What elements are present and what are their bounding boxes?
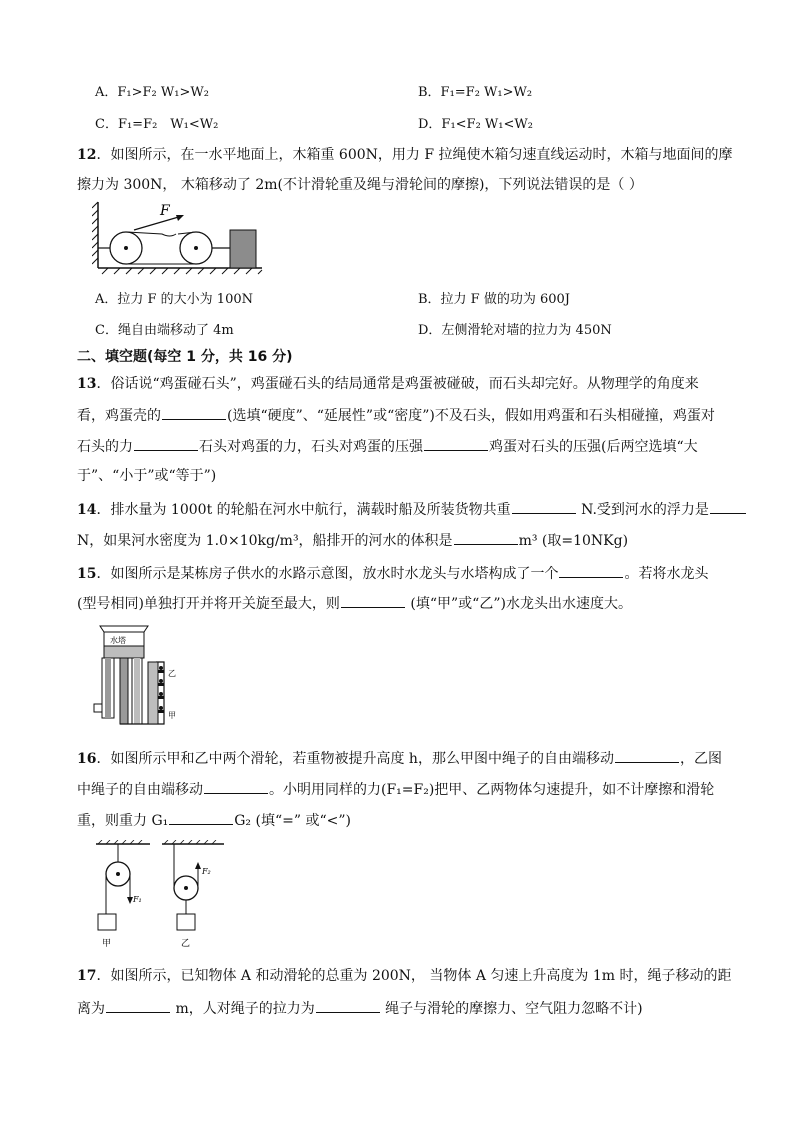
q14-text1a: ．排水量为 1000t 的轮船在河水中航行，满载时船及所装货物共重 (96, 502, 511, 518)
q12-line1 (77, 145, 733, 165)
q16-pulley-figure (92, 840, 232, 952)
q16-blank-3[interactable] (169, 810, 233, 825)
q12-pulley-figure (92, 200, 267, 275)
q17-line2 (77, 998, 643, 1019)
q13-text3a: 石头的力 (77, 439, 133, 455)
q17-text2b: m，人对绳子的拉力为 (171, 1001, 315, 1017)
q16-line2 (77, 779, 714, 800)
q17-text2c: 绳子与滑轮的摩擦力、空气阻力忽略不计) (380, 1001, 643, 1017)
q15-water-tower-figure (92, 622, 187, 730)
q15-blank-2[interactable] (341, 593, 405, 608)
q16-blank-1[interactable] (615, 748, 679, 763)
q12-line2: 擦力为 300N， 木箱移动了 2m(不计滑轮重及绳与滑轮间的摩擦)，下列说法错误的是（ ） (77, 177, 643, 193)
q15-text2a: (型号相同)单独打开并将开关旋至最大，则 (77, 596, 340, 612)
q13-number: 13 (77, 376, 97, 392)
q12-option-c: C．绳自由端移动了 4m (95, 323, 234, 338)
q16-text3b: G₂ (填“=” 或“<”) (234, 813, 351, 829)
q13-line3 (77, 436, 698, 457)
q15-number: 15 (77, 566, 97, 582)
q15-text2b: (填“甲”或“乙”)水龙头出水速度大。 (405, 596, 632, 612)
q15-tap-yi-label: 乙 (168, 669, 176, 678)
q17-number: 17 (77, 968, 97, 984)
q15-text1b: 。若将水龙头 (624, 566, 709, 582)
q14-line1 (77, 499, 747, 520)
q16-text2a: 中绳子的自由端移动 (77, 782, 203, 798)
q17-text2a: 离为 (77, 1001, 105, 1017)
q16-text1b: ，乙图 (679, 751, 722, 767)
q15-tower-label: 水塔 (110, 636, 126, 645)
q16-text2b: 。小明用同样的力(F₁=F₂)把甲、乙两物体匀速提升，如不计摩擦和滑轮 (269, 782, 715, 798)
q13-line1 (77, 374, 699, 394)
q13-line2 (77, 405, 715, 426)
q14-text2a: N，如果河水密度为 1.0×10kg/m³，船排开的河水的体积是 (77, 533, 453, 549)
q16-blank-2[interactable] (204, 779, 268, 794)
q13-line4: 于”、“小于”或“等于”) (77, 468, 217, 484)
q14-text1b: N.受到河水的浮力是 (576, 502, 709, 518)
q17-blank-2[interactable] (316, 998, 380, 1013)
q13-blank-2[interactable] (134, 436, 198, 451)
q17-text1: ．如图所示，已知物体 A 和动滑轮的总重为 200N， 当物体 A 匀速上升高度为 1m 时，绳子移动的距 (96, 968, 732, 984)
q13-text2b: (选填“硬度”、“延展性”或“密度”)不及石头，假如用鸡蛋和石头相碰撞，鸡蛋对 (227, 408, 715, 424)
q11-option-a: A．F₁>F₂ W₁>W₂ (95, 85, 209, 100)
q11-option-d: D．F₁<F₂ W₁<W₂ (418, 117, 533, 132)
q16-f1-label: F₁ (133, 895, 142, 904)
q13-text1: ．俗话说“鸡蛋碰石头”，鸡蛋碰石头的结局通常是鸡蛋被碰破，而石头却完好。从物理学的角度来 (96, 376, 699, 392)
q11-option-c: C．F₁=F₂ W₁<W₂ (95, 117, 219, 132)
q12-force-label: F (160, 203, 170, 219)
q15-text1a: ．如图所示是某栋房子供水的水路示意图，放水时水龙头与水塔构成了一个 (96, 566, 559, 582)
q13-blank-1[interactable] (162, 405, 226, 420)
q13-text3c: 鸡蛋对石头的压强(后两空选填“大 (489, 439, 698, 455)
q11-option-b: B．F₁=F₂ W₁>W₂ (418, 85, 533, 100)
q14-blank-1[interactable] (512, 499, 576, 514)
q13-text3b: 石头对鸡蛋的力，石头对鸡蛋的压强 (199, 439, 423, 455)
q13-text2a: 看，鸡蛋壳的 (77, 408, 161, 424)
q16-number: 16 (77, 751, 97, 767)
q12-number: 12 (77, 147, 97, 163)
q14-number: 14 (77, 502, 97, 518)
q12-option-d: D．左侧滑轮对墙的拉力为 450N (418, 323, 612, 338)
q16-f2-label: F₂ (202, 867, 211, 876)
q17-blank-1[interactable] (106, 998, 170, 1013)
q12-option-a: A．拉力 F 的大小为 100N (95, 292, 253, 307)
q15-line2 (77, 593, 632, 614)
q16-text1a: ．如图所示甲和乙中两个滑轮，若重物被提升高度 h，那么甲图中绳子的自由端移动 (96, 751, 614, 767)
q15-blank-1[interactable] (559, 563, 623, 578)
section-title: 二、填空题(每空 1 分，共 16 分) (77, 349, 293, 365)
q14-text2b: m³ (取=10NKg) (518, 533, 629, 549)
q14-line2 (77, 530, 628, 551)
q12-text1: ．如图所示，在一水平地面上，木箱重 600N，用力 F 拉绳使木箱匀速直线运动时，木箱与地面间的摩 (96, 147, 733, 163)
q13-blank-3[interactable] (424, 436, 488, 451)
q15-line1 (77, 563, 708, 584)
q14-blank-3[interactable] (454, 530, 518, 545)
q16-jia-label: 甲 (102, 939, 112, 949)
q16-yi-label: 乙 (181, 939, 191, 949)
q15-tap-jia-label: 甲 (168, 711, 176, 720)
q16-line3 (77, 810, 351, 831)
q17-line1 (77, 966, 731, 986)
q12-option-b: B．拉力 F 做的功为 600J (418, 292, 570, 307)
q16-text3a: 重，则重力 G₁ (77, 813, 169, 829)
q14-blank-2[interactable] (710, 499, 746, 514)
q16-line1 (77, 748, 722, 769)
